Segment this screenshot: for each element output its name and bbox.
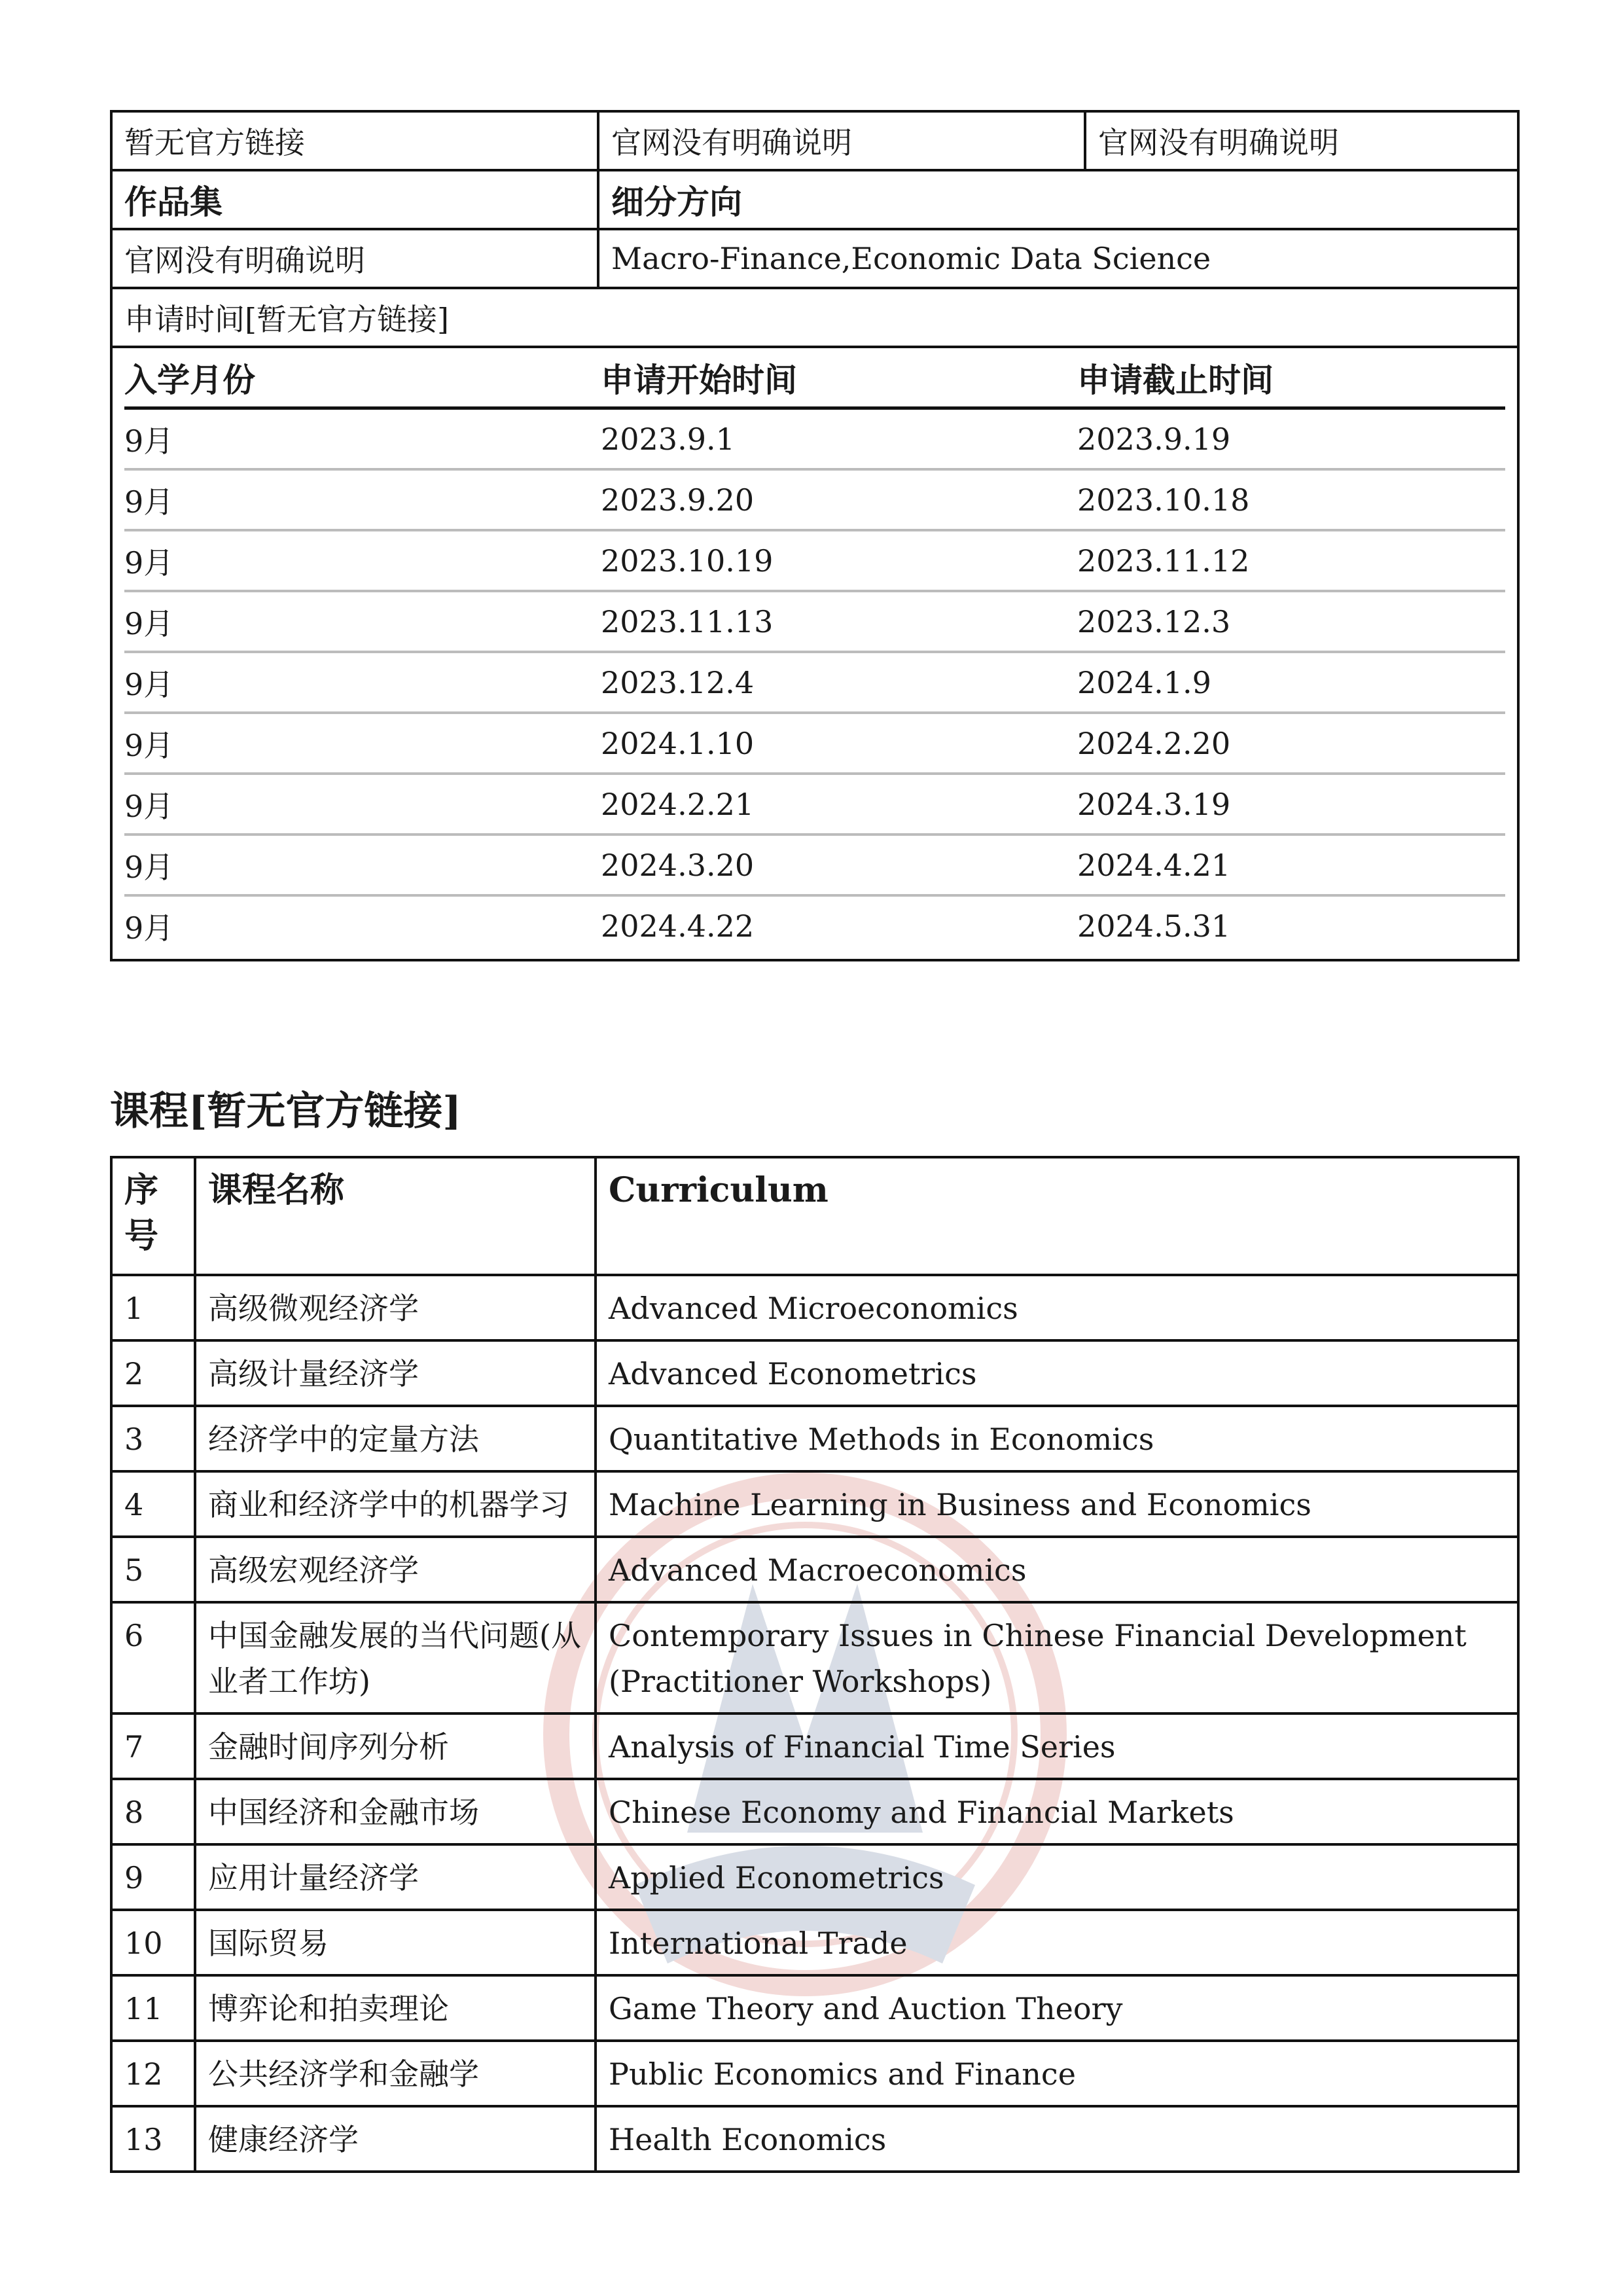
course-index: 12 (111, 2041, 195, 2106)
course-name-cn: 应用计量经济学 (195, 1844, 596, 1910)
direction-label: 细分方向 (598, 170, 1518, 229)
schedule-table (124, 348, 1505, 955)
portfolio-label: 作品集 (111, 170, 598, 229)
table-row (111, 1910, 1518, 1975)
course-name-cn: 博弈论和拍卖理论 (195, 1975, 596, 2041)
table-row (111, 1275, 1518, 1340)
course-name-en: Public Economics and Finance (596, 2041, 1518, 2106)
deadline-cell: 2024.2.20 (1077, 713, 1505, 774)
course-name-cn: 健康经济学 (195, 2106, 596, 2172)
start-date-cell: 2024.4.22 (601, 908, 755, 944)
course-name-en: Advanced Macroeconomics (596, 1537, 1518, 1602)
link-cell: 暂无官方链接 (111, 111, 598, 170)
course-name-cn: 国际贸易 (195, 1910, 596, 1975)
course-index: 1 (111, 1275, 195, 1340)
course-name-en: International Trade (596, 1910, 1518, 1975)
application-time-label: 申请时间[暂无官方链接] (111, 288, 1518, 347)
deadline-cell: 2023.9.19 (1077, 408, 1505, 470)
deadline-cell: 2024.5.31 (1077, 908, 1231, 944)
start-date-cell: 2023.10.19 (601, 530, 1077, 591)
portfolio-value: 官网没有明确说明 (111, 229, 598, 288)
course-index: 10 (111, 1910, 195, 1975)
month-cell: 9月 (124, 652, 601, 713)
course-name-en: Advanced Econometrics (596, 1340, 1518, 1406)
course-name-en: Applied Econometrics (596, 1844, 1518, 1910)
table-row (124, 591, 1505, 652)
deadline-cell: 2023.12.3 (1077, 591, 1505, 652)
course-name-en: Quantitative Methods in Economics (596, 1406, 1518, 1471)
month-cell: 9月 (124, 530, 601, 591)
deadline-cell: 2023.11.12 (1077, 530, 1505, 591)
courses-header-index: 序号 (111, 1157, 195, 1275)
course-index: 13 (111, 2106, 195, 2172)
info-cell: 官网没有明确说明 (598, 111, 1085, 170)
schedule-header: 申请开始时间 (601, 348, 1077, 408)
schedule-header-row (124, 348, 1505, 408)
table-row (111, 1602, 1518, 1713)
courses-header-name: 课程名称 (195, 1157, 596, 1275)
deadline-cell: 2023.10.18 (1077, 469, 1505, 530)
schedule-container (111, 347, 1518, 960)
course-name-cn: 商业和经济学中的机器学习 (195, 1471, 596, 1537)
start-date-cell: 2024.2.21 (601, 774, 1077, 834)
start-date-cell: 2023.9.1 (601, 408, 1077, 470)
table-row (124, 713, 1505, 774)
course-index: 5 (111, 1537, 195, 1602)
table-row (111, 1340, 1518, 1406)
courses-table (110, 1156, 1520, 2173)
start-date-cell: 2023.12.4 (601, 652, 1077, 713)
table-row (124, 408, 1505, 470)
application-info-table (110, 110, 1520, 961)
course-name-en: Chinese Economy and Financial Markets (596, 1779, 1518, 1844)
month-cell: 9月 (124, 408, 601, 470)
table-row (111, 1975, 1518, 2041)
course-name-cn: 经济学中的定量方法 (195, 1406, 596, 1471)
deadline-cell: 2024.3.19 (1077, 774, 1505, 834)
course-index: 4 (111, 1471, 195, 1537)
table-row (124, 834, 1505, 895)
table-row (124, 895, 1505, 955)
deadline-cell: 2024.1.9 (1077, 652, 1505, 713)
table-row (111, 1779, 1518, 1844)
table-row (111, 1713, 1518, 1779)
schedule-header: 入学月份 (124, 348, 601, 408)
start-date-cell: 2024.3.20 (601, 834, 1077, 895)
course-name-en: Health Economics (596, 2106, 1518, 2172)
course-name-cn: 高级微观经济学 (195, 1275, 596, 1340)
course-name-cn: 公共经济学和金融学 (195, 2041, 596, 2106)
table-row (111, 2041, 1518, 2106)
course-name-en: Advanced Microeconomics (596, 1275, 1518, 1340)
deadline-cell: 2024.4.21 (1077, 834, 1505, 895)
course-name-cn: 中国金融发展的当代问题(从业者工作坊) (195, 1602, 596, 1713)
course-name-cn: 金融时间序列分析 (195, 1713, 596, 1779)
course-name-en: Game Theory and Auction Theory (596, 1975, 1518, 2041)
course-index: 11 (111, 1975, 195, 2041)
table-row (124, 469, 1505, 530)
table-row (124, 530, 1505, 591)
month-cell: 9月 (124, 910, 174, 946)
table-row (111, 1844, 1518, 1910)
table-row (124, 652, 1505, 713)
table-row (111, 1406, 1518, 1471)
course-name-en: Analysis of Financial Time Series (596, 1713, 1518, 1779)
course-index: 6 (111, 1602, 195, 1713)
table-row (111, 1537, 1518, 1602)
courses-header-row (111, 1157, 1518, 1275)
schedule-header: 申请截止时间 (1077, 348, 1505, 408)
start-date-cell: 2023.11.13 (601, 591, 1077, 652)
info-cell: 官网没有明确说明 (1085, 111, 1518, 170)
course-name-cn: 中国经济和金融市场 (195, 1779, 596, 1844)
table-row (111, 1471, 1518, 1537)
courses-section-title: 课程[暂无官方链接] (110, 1088, 461, 1134)
course-name-cn: 高级计量经济学 (195, 1340, 596, 1406)
course-index: 2 (111, 1340, 195, 1406)
course-name-en: Machine Learning in Business and Economics (596, 1471, 1518, 1537)
month-cell: 9月 (124, 713, 601, 774)
start-date-cell: 2024.1.10 (601, 713, 1077, 774)
course-index: 8 (111, 1779, 195, 1844)
course-index: 3 (111, 1406, 195, 1471)
month-cell: 9月 (124, 591, 601, 652)
courses-header-curriculum: Curriculum (596, 1157, 1518, 1275)
direction-value: Macro-Finance,Economic Data Science (598, 229, 1518, 288)
month-cell: 9月 (124, 469, 601, 530)
month-cell: 9月 (124, 834, 601, 895)
course-name-en: Contemporary Issues in Chinese Financial Development (Practitioner Workshops) (596, 1602, 1518, 1713)
month-cell: 9月 (124, 774, 601, 834)
table-row (124, 774, 1505, 834)
course-name-cn: 高级宏观经济学 (195, 1537, 596, 1602)
course-index: 7 (111, 1713, 195, 1779)
course-index: 9 (111, 1844, 195, 1910)
table-row (111, 2106, 1518, 2172)
start-date-cell: 2023.9.20 (601, 469, 1077, 530)
